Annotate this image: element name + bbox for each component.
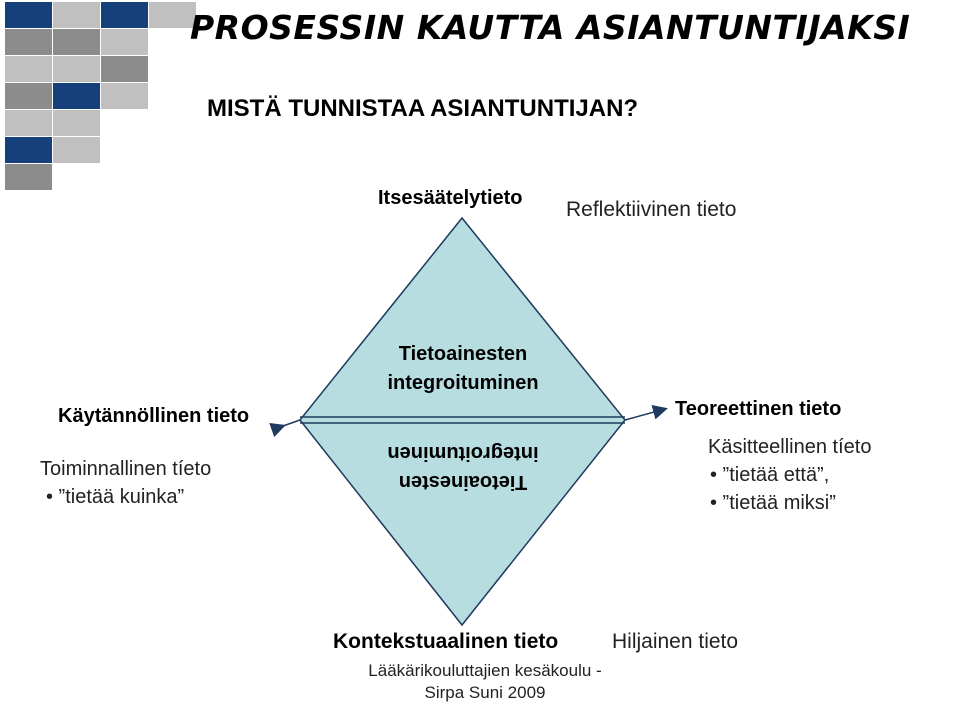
arrow-to-practical-knowledge — [283, 420, 300, 426]
reflective-knowledge-label: Reflektiivinen tieto — [566, 198, 737, 221]
integration-label-upper-line1: Tietoainesten — [398, 343, 528, 365]
knowledge-diamond — [300, 218, 625, 625]
theoretical-knowledge-label: Teoreettinen tieto — [675, 398, 842, 420]
integration-label-lower-line1: Tietoainesten — [398, 471, 528, 493]
silent-knowledge-label: Hiljainen tieto — [612, 630, 739, 653]
self-regulation-knowledge-label: Itsesäätelytieto — [378, 187, 523, 209]
arrow-to-theoretical-knowledge — [625, 409, 665, 420]
integration-label-upper-line2: integroituminen — [387, 372, 539, 394]
practical-knowledge-label: Käytännöllinen tieto — [58, 405, 250, 427]
operational-knowledge-label: Toiminnallinen tíeto — [40, 458, 212, 480]
slide-title: PROSESSIN KAUTTA ASIANTUNTIJAKSI — [190, 8, 911, 47]
knows-how-bullet: • ”tietää kuinka” — [46, 486, 185, 508]
footer-event: Lääkärikouluttajien kesäkoulu - — [368, 661, 602, 680]
knows-that-bullet: • ”tietää että”, — [710, 464, 830, 486]
conceptual-knowledge-label: Käsitteellinen tíeto — [708, 436, 872, 458]
knows-why-bullet: • ”tietää miksi” — [710, 492, 836, 514]
footer-author: Sirpa Suni 2009 — [424, 683, 546, 702]
contextual-knowledge-label: Kontekstuaalinen tieto — [333, 630, 559, 653]
slide-subtitle: MISTÄ TUNNISTAA ASIANTUNTIJAN? — [207, 95, 639, 122]
integration-label-lower-line2: integroituminen — [387, 442, 539, 464]
